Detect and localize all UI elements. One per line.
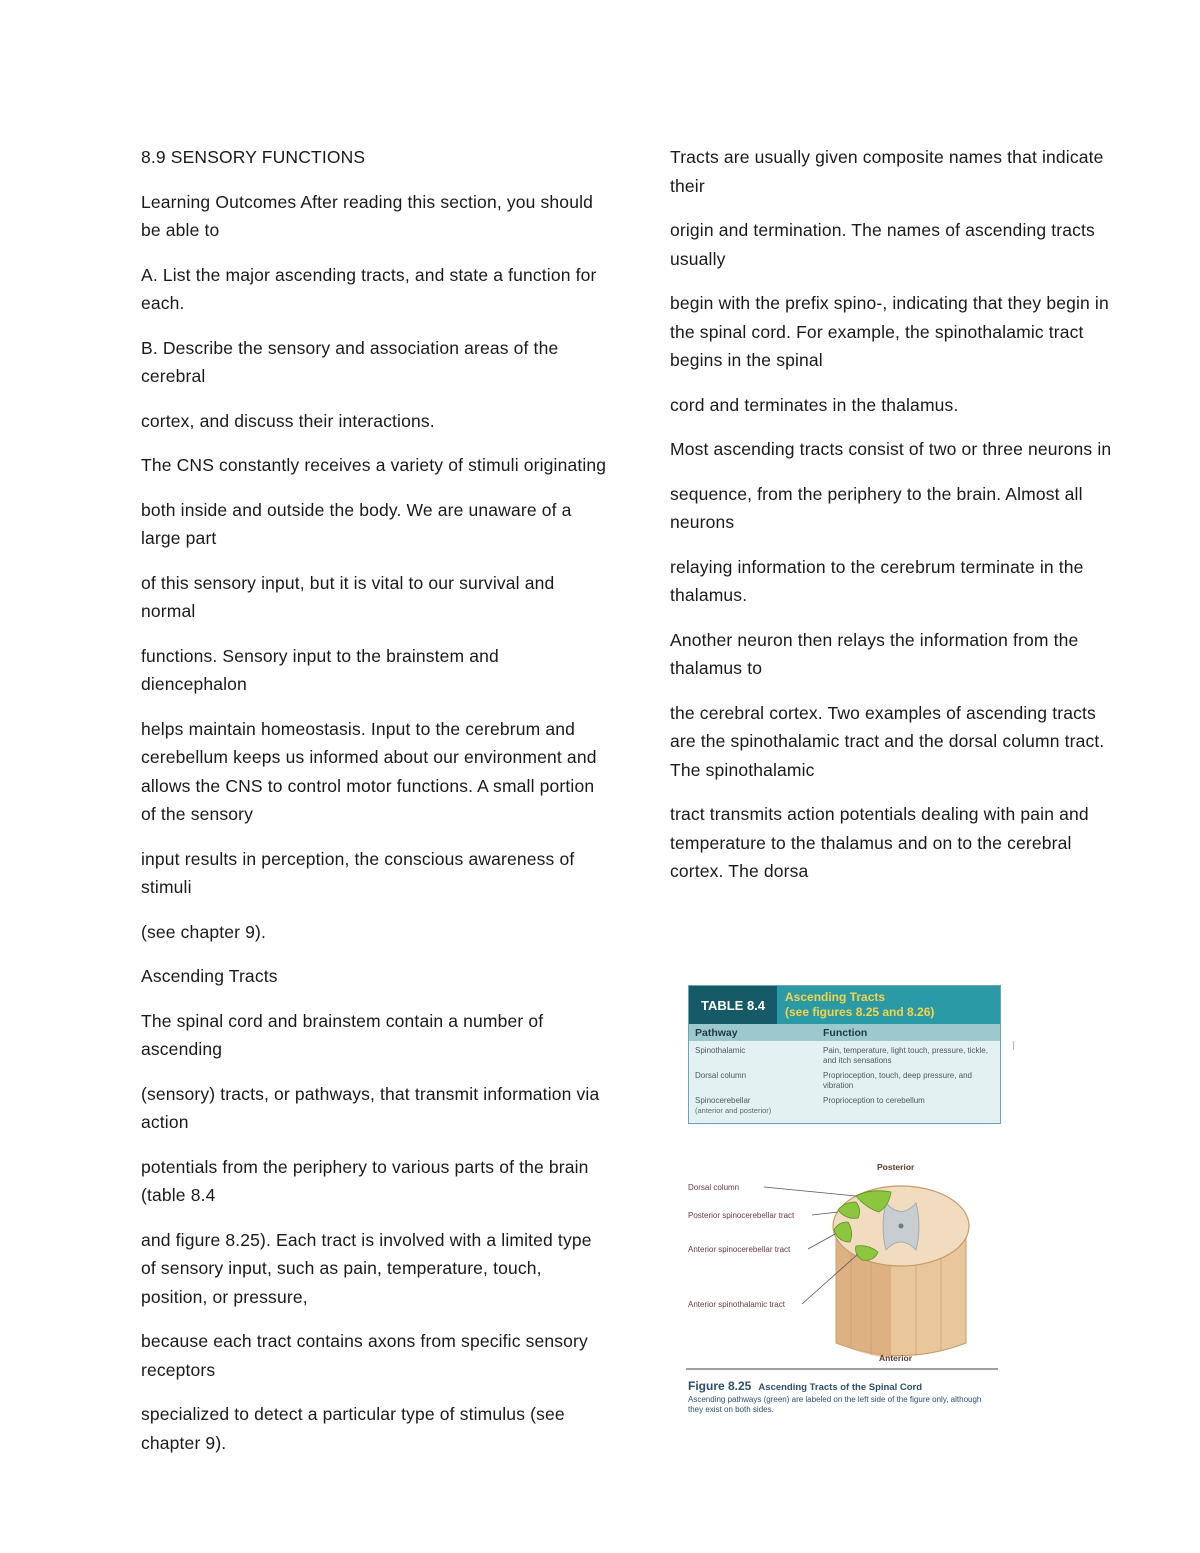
paragraph: The spinal cord and brainstem contain a number of ascending <box>141 1010 544 1059</box>
paragraph: functions. Sensory input to the brainstem and diencephalon <box>141 645 499 694</box>
label-posterior-spinocerebellar: Posterior spinocerebellar tract <box>688 1211 795 1220</box>
pathway-cell <box>689 1071 823 1091</box>
paragraph: B. Describe the sensory and association areas of the cerebral <box>141 337 559 386</box>
paragraph: begin with the prefix spino-, indicating that they begin in the spinal cord. For example, the spinothalamic tract begins in the spinal <box>670 293 1109 370</box>
paragraph: and figure 8.25). Each tract is involved with a limited type of sensory input, such as pain, temperature, touch, position, or pressure, <box>141 1229 592 1307</box>
pathway-name: Spinocerebellar <box>695 1096 751 1105</box>
paragraph: Another neuron then relays the information from the thalamus to <box>670 629 1079 678</box>
paragraph: Learning Outcomes After reading this section, you should be able to <box>141 191 593 240</box>
function-cell: Proprioception, touch, deep pressure, and vibration <box>823 1071 972 1090</box>
paragraph: input results in perception, the conscious awareness of stimuli <box>141 848 575 897</box>
paragraph: potentials from the periphery to various parts of the brain (table 8.4 <box>141 1156 589 1205</box>
function-cell: Proprioception to cerebellum <box>823 1096 925 1105</box>
paragraph: tract transmits action potentials dealing with pain and temperature to the thalamus and on to the cerebral cortex. The dorsa <box>670 804 1089 881</box>
paragraph: because each tract contains axons from specific sensory receptors <box>141 1331 588 1380</box>
table-body <box>689 1041 1000 1123</box>
caption-rule <box>686 1368 998 1370</box>
table-row <box>689 1094 1000 1119</box>
table-tag: TABLE 8.4 <box>689 986 777 1024</box>
paragraph: The CNS constantly receives a variety of stimuli originating <box>141 455 607 475</box>
label-anterior-spinocerebellar: Anterior spinocerebellar tract <box>688 1245 791 1254</box>
subheading: Ascending Tracts <box>141 966 278 986</box>
table-title-text: Ascending Tracts <box>785 990 886 1004</box>
central-canal <box>899 1224 904 1229</box>
pathway-name: Spinothalamic <box>695 1046 746 1055</box>
table-subtitle-text: (see figures 8.25 and 8.26) <box>785 1005 935 1019</box>
paragraph: Tracts are usually given composite names that indicate their <box>670 147 1104 196</box>
pathway-cell <box>689 1096 823 1116</box>
label-anterior-spinothalamic: Anterior spinothalamic tract <box>688 1300 785 1309</box>
label-posterior: Posterior <box>877 1162 915 1172</box>
paragraph: relaying information to the cerebrum terminate in the thalamus. <box>670 556 1084 605</box>
table-row <box>689 1044 1000 1069</box>
figure-caption <box>688 1379 998 1415</box>
column-header-function: Function <box>823 1026 868 1039</box>
paragraph: sequence, from the periphery to the brain. Almost all neurons <box>670 483 1083 532</box>
paragraph: Most ascending tracts consist of two or three neurons in <box>670 439 1112 459</box>
pathway-subtitle: (anterior and posterior) <box>695 1106 772 1115</box>
caption-text: Ascending pathways (green) are labeled on the left side of the figure only, although they exist on both sides. <box>688 1395 982 1414</box>
table-column-headers <box>689 1024 1000 1041</box>
right-text-column <box>670 143 1118 902</box>
caption-name: Ascending Tracts of the Spinal Cord <box>758 1382 923 1393</box>
paragraph: helps maintain homeostasis. Input to the cerebrum and cerebellum keeps us informed about our environment and allows the CNS to control motor functions. A small portion of the sensory <box>141 718 597 824</box>
paragraph: both inside and outside the body. We are unaware of a large part <box>141 499 572 548</box>
paragraph: specialized to detect a particular type of stimulus (see chapter 9). <box>141 1404 565 1453</box>
pathway-cell <box>689 1046 823 1066</box>
divider-mark <box>1013 1041 1014 1050</box>
caption-title <box>688 1379 998 1393</box>
table-header <box>689 986 1000 1024</box>
pathway-name: Dorsal column <box>695 1071 747 1080</box>
paragraph: the cerebral cortex. Two examples of ascending tracts are the spinothalamic tract and the dorsal column tract. The spinothalamic <box>670 702 1105 780</box>
paragraph: cortex, and discuss their interactions. <box>141 410 435 431</box>
function-cell: Pain, temperature, light touch, pressure, tickle, and itch sensations <box>823 1046 988 1065</box>
ascending-tracts-table <box>688 985 1001 1124</box>
leader-line <box>812 1212 838 1215</box>
leader-line <box>764 1187 856 1196</box>
left-text-column <box>141 143 609 1473</box>
paragraph: A. List the major ascending tracts, and state a function for each. <box>141 264 597 313</box>
label-dorsal-column: Dorsal column <box>688 1183 740 1192</box>
paragraph: of this sensory input, but it is vital to our survival and normal <box>141 572 555 621</box>
paragraph: origin and termination. The names of ascending tracts usually <box>670 220 1095 269</box>
column-header-pathway: Pathway <box>695 1026 738 1039</box>
section-heading: 8.9 SENSORY FUNCTIONS <box>141 147 366 167</box>
leader-line <box>808 1234 835 1249</box>
caption-number: Figure 8.25 <box>688 1379 752 1393</box>
table-title <box>777 986 1000 1024</box>
label-anterior: Anterior <box>879 1353 913 1363</box>
spinal-cord-figure <box>686 1158 998 1428</box>
paragraph: (sensory) tracts, or pathways, that transmit information via action <box>141 1083 600 1132</box>
paragraph: (see chapter 9). <box>141 921 266 942</box>
table-row <box>689 1069 1000 1094</box>
paragraph: cord and terminates in the thalamus. <box>670 394 959 415</box>
